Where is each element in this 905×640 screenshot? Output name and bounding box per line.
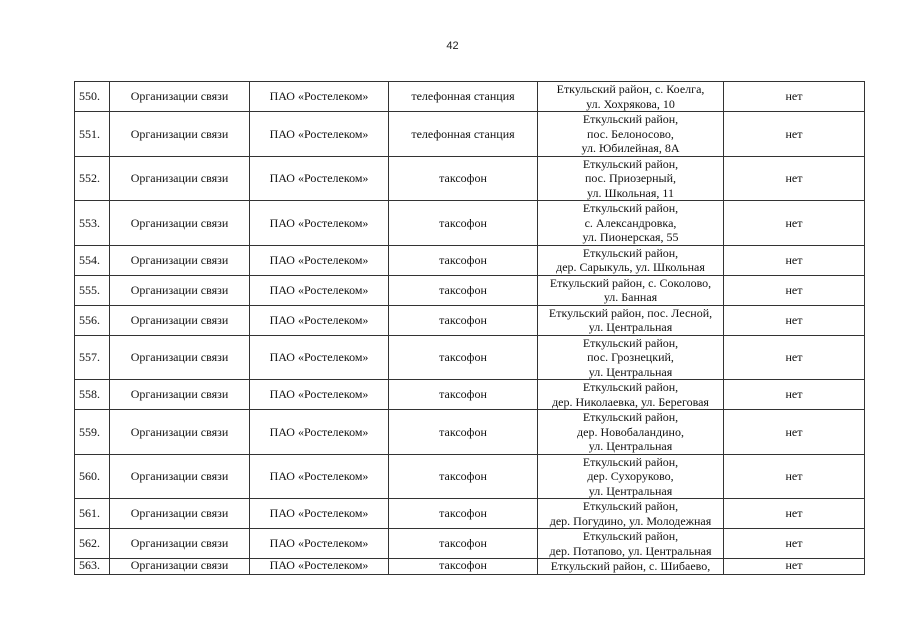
organization-cell: ПАО «Ростелеком» [250, 82, 389, 112]
address-cell [538, 112, 724, 157]
object-type-cell: таксофон [389, 499, 538, 529]
organization-cell: ПАО «Ростелеком» [250, 559, 389, 575]
category-cell: Организации связи [110, 112, 250, 157]
organization-cell: ПАО «Ростелеком» [250, 275, 389, 305]
page-number: 42 [446, 40, 459, 52]
address-line: Еткульский район, с. Соколово, [549, 275, 712, 290]
table-row [75, 82, 865, 112]
category-cell: Организации связи [110, 82, 250, 112]
status-cell: нет [724, 112, 865, 157]
table-body [75, 82, 865, 575]
object-type-cell: таксофон [389, 410, 538, 455]
category-cell: Организации связи [110, 454, 250, 499]
category-cell: Организации связи [110, 335, 250, 380]
address-line: пос. Белоносово, [587, 126, 674, 141]
organization-cell: ПАО «Ростелеком» [250, 335, 389, 380]
object-type-cell: таксофон [389, 201, 538, 246]
category-cell: Организации связи [110, 380, 250, 410]
object-type-cell: таксофон [389, 156, 538, 201]
table-row [75, 559, 865, 575]
row-number-cell: 552. [75, 156, 110, 201]
address-line: пос. Приозерный, [584, 171, 677, 185]
address-line: ул. Центральная [588, 320, 673, 334]
organization-cell: ПАО «Ростелеком» [250, 499, 389, 529]
category-cell: Организации связи [110, 156, 250, 201]
address-line: Еткульский район, [582, 156, 679, 171]
organization-cell: ПАО «Ростелеком» [250, 529, 389, 559]
object-type-cell: таксофон [389, 335, 538, 380]
address-line: ул. Центральная [588, 483, 673, 498]
object-type-cell: телефонная станция [389, 112, 538, 157]
object-type-cell: таксофон [389, 529, 538, 559]
address-line: Еткульский район, [582, 112, 679, 126]
row-number-cell: 557. [75, 335, 110, 380]
row-number-cell: 562. [75, 529, 110, 559]
status-cell: нет [724, 335, 865, 380]
status-cell: нет [724, 559, 865, 575]
registry-table [74, 81, 865, 575]
organization-cell: ПАО «Ростелеком» [250, 410, 389, 455]
address-cell [538, 82, 724, 112]
category-cell: Организации связи [110, 499, 250, 529]
address-cell [538, 529, 724, 559]
address-line: дер. Потапово, ул. Центральная [549, 543, 712, 558]
category-cell: Организации связи [110, 559, 250, 575]
address-cell [538, 201, 724, 246]
row-number-cell: 558. [75, 380, 110, 410]
address-line: Еткульский район, [582, 499, 679, 513]
address-line: Еткульский район, с. Коелга, [556, 82, 705, 96]
organization-cell: ПАО «Ростелеком» [250, 156, 389, 201]
object-type-cell: таксофон [389, 454, 538, 499]
address-line: с. Александровка, [584, 215, 677, 230]
table-row [75, 410, 865, 455]
organization-cell: ПАО «Ростелеком» [250, 112, 389, 157]
address-line: ул. Центральная [588, 364, 673, 379]
object-type-cell: таксофон [389, 559, 538, 575]
table-row [75, 380, 865, 410]
address-line: Еткульский район, [582, 410, 679, 424]
address-line: ул. Центральная [588, 439, 673, 453]
organization-cell: ПАО «Ростелеком» [250, 454, 389, 499]
organization-cell: ПАО «Ростелеком» [250, 201, 389, 246]
address-line: ул. Хохрякова, 10 [586, 96, 675, 111]
address-line: ул. Банная [603, 290, 658, 304]
table-row [75, 112, 865, 157]
address-cell [538, 559, 724, 575]
object-type-cell: таксофон [389, 305, 538, 335]
address-cell [538, 410, 724, 455]
row-number-cell: 550. [75, 82, 110, 112]
address-line: Еткульский район, пос. Лесной, [548, 305, 713, 320]
table-row [75, 305, 865, 335]
status-cell: нет [724, 245, 865, 275]
address-cell [538, 275, 724, 305]
address-line: дер. Погудино, ул. Молодежная [549, 513, 712, 528]
object-type-cell: телефонная станция [389, 82, 538, 112]
address-line: дер. Николаевка, ул. Береговая [552, 394, 709, 409]
organization-cell: ПАО «Ростелеком» [250, 305, 389, 335]
address-line: Еткульский район, [582, 380, 679, 394]
table-row [75, 454, 865, 499]
category-cell: Организации связи [110, 305, 250, 335]
organization-cell: ПАО «Ростелеком» [250, 245, 389, 275]
row-number-cell: 551. [75, 112, 110, 157]
address-cell [538, 156, 724, 201]
status-cell: нет [724, 82, 865, 112]
status-cell: нет [724, 380, 865, 410]
status-cell: нет [724, 201, 865, 246]
address-line: Еткульский район, [582, 454, 679, 469]
category-cell: Организации связи [110, 410, 250, 455]
object-type-cell: таксофон [389, 245, 538, 275]
category-cell: Организации связи [110, 529, 250, 559]
table-row [75, 201, 865, 246]
row-number-cell: 560. [75, 454, 110, 499]
address-line: Еткульский район, [582, 201, 679, 215]
row-number-cell: 561. [75, 499, 110, 529]
status-cell: нет [724, 499, 865, 529]
row-number-cell: 554. [75, 245, 110, 275]
address-line: Еткульский район, [582, 529, 679, 543]
address-cell [538, 380, 724, 410]
table-row [75, 275, 865, 305]
address-cell [538, 499, 724, 529]
row-number-cell: 559. [75, 410, 110, 455]
address-cell [538, 305, 724, 335]
status-cell: нет [724, 305, 865, 335]
row-number-cell: 553. [75, 201, 110, 246]
status-cell: нет [724, 454, 865, 499]
address-cell [538, 335, 724, 380]
row-number-cell: 555. [75, 275, 110, 305]
address-line: Еткульский район, [582, 335, 679, 350]
address-line: Еткульский район, [582, 245, 679, 260]
object-type-cell: таксофон [389, 380, 538, 410]
status-cell: нет [724, 529, 865, 559]
table-row [75, 499, 865, 529]
status-cell: нет [724, 275, 865, 305]
organization-cell: ПАО «Ростелеком» [250, 380, 389, 410]
address-line: ул. Пионерская, 55 [582, 230, 679, 244]
address-line: ул. Школьная, 11 [587, 185, 674, 200]
row-number-cell: 556. [75, 305, 110, 335]
address-line: Еткульский район, с. Шибаево, [550, 559, 711, 573]
address-line: пос. Грознецкий, [587, 350, 674, 364]
address-line: дер. Новобаландино, [577, 424, 684, 439]
object-type-cell: таксофон [389, 275, 538, 305]
row-number-cell: 563. [75, 559, 110, 575]
address-line: дер. Сухоруково, [587, 469, 674, 483]
address-cell [538, 245, 724, 275]
table-row [75, 335, 865, 380]
table-row [75, 245, 865, 275]
address-line: дер. Сарыкуль, ул. Школьная [556, 260, 705, 274]
status-cell: нет [724, 410, 865, 455]
table-row [75, 529, 865, 559]
table-row [75, 156, 865, 201]
address-line: ул. Юбилейная, 8А [581, 141, 680, 155]
address-cell [538, 454, 724, 499]
category-cell: Организации связи [110, 245, 250, 275]
status-cell: нет [724, 156, 865, 201]
category-cell: Организации связи [110, 201, 250, 246]
category-cell: Организации связи [110, 275, 250, 305]
